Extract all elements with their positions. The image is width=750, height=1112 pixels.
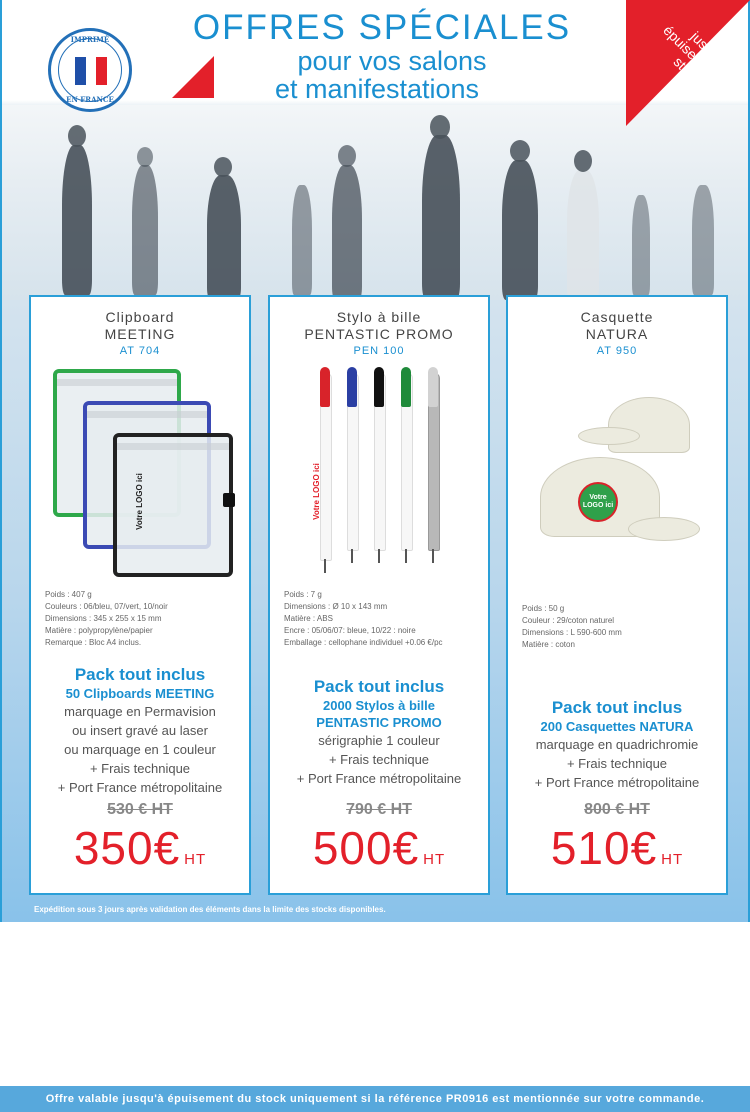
corner-badge-text: jusqu'à épuisement du stock [660,22,737,99]
promo-price: 510€ HT [550,822,684,874]
crowd-photo [2,105,748,300]
caps-image [528,387,708,567]
old-price: 790 € HT [346,801,412,818]
product-specs: Poids : 407 g Couleurs : 06/bleu, 07/vert, 10/noir Dimensions : 345 x 255 x 15 mm Matière : polypropylène/papier Remarque : Bloc A4 inclus. [45,590,168,647]
product-specs: Poids : 50 g Couleur : 29/coton naturel Dimensions : L 590-600 mm Matière : coton [522,604,622,649]
pack-offer: Pack tout inclus 50 Clipboards MEETING marquage en Permavision ou insert gravé au laser ou marquage en 1 couleur + Frais technique + Port France métropolitaine [57,665,223,795]
pack-offer: Pack tout inclus 200 Casquettes NATURA marquage en quadrichromie + Frais technique + Port France métropolitaine [534,698,700,790]
page-subtitle-line1: pour vos salons [297,46,487,76]
pack-offer: Pack tout inclus 2000 Stylos à bille PENTASTIC PROMO sérigraphie 1 couleur + Frais technique + Port France métropolitaine [296,677,462,786]
product-specs: Poids : 7 g Dimensions : Ø 10 x 143 mm Matière : ABS Encre : 05/06/07: bleue, 10/22 : noire Emballage : cellophane individuel +0.06 €/pc [284,590,443,647]
product-card-cap [506,295,728,895]
product-name: Clipboard MEETING [104,309,176,342]
product-ref: AT 950 [596,345,638,357]
clipboard-image: Votre LOGO ici [51,369,231,579]
product-ref: AT 704 [119,345,161,357]
old-price: 530 € HT [107,801,173,818]
promo-price: 500€ HT [312,822,446,874]
shipping-note: Expédition sous 3 jours après validation des éléments dans la limite des stocks disponibles. [34,905,386,914]
product-ref: PEN 100 [353,345,405,357]
made-in-france-seal [48,28,132,112]
promo-price: 350€ HT [73,822,207,874]
pens-image: Votre LOGO ici [310,367,450,577]
cap-logo-badge: Votre LOGO ici [578,482,618,522]
product-name: Stylo à bille PENTASTIC PROMO [304,309,454,342]
seal-bottom-text: EN FRANCE [66,95,114,104]
old-price: 800 € HT [584,801,650,818]
page-title: OFFRES SPÉCIALES [192,8,572,47]
page-subtitle-line2: et manifestations [274,74,480,104]
product-name: Casquette NATURA [580,309,654,342]
product-card-pen [268,295,490,895]
seal-top-text: IMPRIMÉ [70,35,110,44]
french-flag-icon [75,57,107,85]
product-card-clipboard [29,295,251,895]
offer-conditions-bar: Offre valable jusqu'à épuisement du stock uniquement si la référence PR0916 est mentionnée sur votre commande. [0,1086,750,1112]
